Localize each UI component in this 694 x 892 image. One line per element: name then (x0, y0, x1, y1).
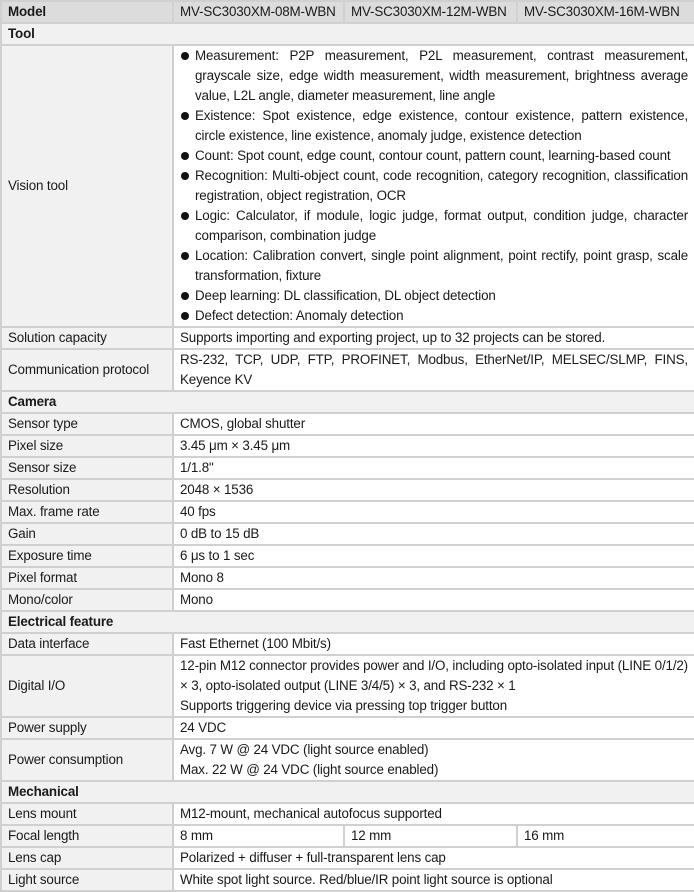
model-header-row (1, 1, 694, 23)
spec-value: 1/1.8" (173, 457, 694, 479)
list-item-text: Recognition: Multi-object count, code recognition, category recognition, classification registration, object registration, OCR (195, 168, 688, 203)
section-header-electrical (1, 611, 694, 633)
spec-label: Digital I/O (1, 655, 173, 717)
spec-row (1, 435, 694, 457)
spec-value: Mono (173, 589, 694, 611)
spec-label: Lens cap (1, 847, 173, 869)
spec-value: 3.45 μm × 3.45 μm (173, 435, 694, 457)
power-consumption-line: Avg. 7 W @ 24 VDC (light source enabled) (180, 742, 429, 757)
model-name: MV-SC3030XM-08M-WBN (173, 1, 344, 23)
spec-label: Mono/color (1, 589, 173, 611)
list-item-text: Measurement: P2P measurement, P2L measurement, contrast measurement, grayscale size, edge width measurement, width measurement, brightness average value, L2L angle, diameter measurement, line angle (195, 48, 688, 103)
spec-label: Communication protocol (1, 349, 173, 391)
list-item (180, 106, 688, 146)
spec-value: 2048 × 1536 (173, 479, 694, 501)
spec-value: 6 μs to 1 sec (173, 545, 694, 567)
spec-label: Power consumption (1, 739, 173, 781)
spec-row-solution-capacity (1, 327, 694, 349)
spec-value: RS-232, TCP, UDP, FTP, PROFINET, Modbus, EtherNet/IP, MELSEC/SLMP, FINS, Keyence KV (173, 349, 694, 391)
spec-row-power-supply (1, 717, 694, 739)
model-name: MV-SC3030XM-12M-WBN (344, 1, 517, 23)
spec-row-digital-io (1, 655, 694, 717)
bullet-icon (181, 252, 189, 260)
vision-tool-list (180, 46, 688, 326)
spec-label: Power supply (1, 717, 173, 739)
spec-row (1, 589, 694, 611)
list-item (180, 166, 688, 206)
spec-row-data-interface (1, 633, 694, 655)
digital-io-line: Supports triggering device via pressing top trigger button (180, 698, 508, 713)
spec-value: CMOS, global shutter (173, 413, 694, 435)
section-title: Mechanical (1, 781, 694, 803)
list-item (180, 246, 688, 286)
spec-value: Mono 8 (173, 567, 694, 589)
model-header-label: Model (1, 1, 173, 23)
bullet-icon (181, 312, 189, 320)
power-consumption-line: Max. 22 W @ 24 VDC (light source enabled) (180, 762, 439, 777)
list-item (180, 206, 688, 246)
bullet-icon (181, 52, 189, 60)
section-header-mechanical (1, 781, 694, 803)
spec-label: Data interface (1, 633, 173, 655)
section-title: Tool (1, 23, 694, 45)
spec-value: White spot light source. Red/blue/IR point light source is optional (173, 869, 694, 891)
spec-value: 16 mm (517, 825, 694, 847)
list-item-text: Deep learning: DL classification, DL object detection (195, 288, 496, 303)
spec-label: Lens mount (1, 803, 173, 825)
spec-row-lens-mount (1, 803, 694, 825)
list-item-text: Defect detection: Anomaly detection (195, 308, 404, 323)
spec-value: M12-mount, mechanical autofocus supported (173, 803, 694, 825)
spec-value: 12 mm (344, 825, 517, 847)
spec-value: 24 VDC (173, 717, 694, 739)
spec-value: Supports importing and exporting project, up to 32 projects can be stored. (173, 327, 694, 349)
spec-row (1, 523, 694, 545)
list-item (180, 146, 688, 166)
section-title: Electrical feature (1, 611, 694, 633)
spec-label: Solution capacity (1, 327, 173, 349)
bullet-icon (181, 292, 189, 300)
list-item-text: Location: Calibration convert, single point alignment, point rectify, point grasp, scale transformation, fixture (195, 248, 688, 283)
spec-row (1, 501, 694, 523)
spec-label: Sensor size (1, 457, 173, 479)
list-item (180, 306, 688, 326)
bullet-icon (181, 212, 189, 220)
spec-label: Resolution (1, 479, 173, 501)
spec-label: Pixel format (1, 567, 173, 589)
list-item (180, 286, 688, 306)
section-title: Camera (1, 391, 694, 413)
section-header-tool (1, 23, 694, 45)
spec-row-power-consumption (1, 739, 694, 781)
list-item-text: Count: Spot count, edge count, contour count, pattern count, learning-based count (195, 148, 671, 163)
spec-row-light-source (1, 869, 694, 891)
spec-row-lens-cap (1, 847, 694, 869)
bullet-icon (181, 112, 189, 120)
bullet-icon (181, 172, 189, 180)
digital-io-line: 12-pin M12 connector provides power and I/O, including opto-isolated input (LINE 0/1/2) × 3, opto-isolated output (LINE 3/4/5) × 3, and RS-232 × 1 (180, 658, 688, 693)
spec-value (173, 655, 694, 717)
spec-value (173, 739, 694, 781)
spec-label: Focal length (1, 825, 173, 847)
spec-value: Polarized + diffuser + full-transparent lens cap (173, 847, 694, 869)
spec-label: Gain (1, 523, 173, 545)
spec-row (1, 413, 694, 435)
spec-label: Sensor type (1, 413, 173, 435)
spec-label: Pixel size (1, 435, 173, 457)
spec-row (1, 545, 694, 567)
spec-value: 8 mm (173, 825, 344, 847)
spec-row-vision-tool (1, 45, 694, 327)
spec-row-communication-protocol (1, 349, 694, 391)
spec-label: Max. frame rate (1, 501, 173, 523)
spec-row-focal-length (1, 825, 694, 847)
list-item (180, 46, 688, 106)
spec-value: 40 fps (173, 501, 694, 523)
spec-label: Light source (1, 869, 173, 891)
spec-row (1, 457, 694, 479)
bullet-icon (181, 152, 189, 160)
spec-row (1, 567, 694, 589)
section-header-camera (1, 391, 694, 413)
spec-value: 0 dB to 15 dB (173, 523, 694, 545)
spec-value: Fast Ethernet (100 Mbit/s) (173, 633, 694, 655)
list-item-text: Existence: Spot existence, edge existence, contour existence, pattern existence, circle existence, line existence, anomaly judge, existence detection (195, 108, 688, 143)
spec-value (173, 45, 694, 327)
model-name: MV-SC3030XM-16M-WBN (517, 1, 694, 23)
spec-label: Exposure time (1, 545, 173, 567)
list-item-text: Logic: Calculator, if module, logic judge, format output, condition judge, character comparison, combination judge (195, 208, 688, 243)
spec-label: Vision tool (1, 45, 173, 327)
spec-row (1, 479, 694, 501)
